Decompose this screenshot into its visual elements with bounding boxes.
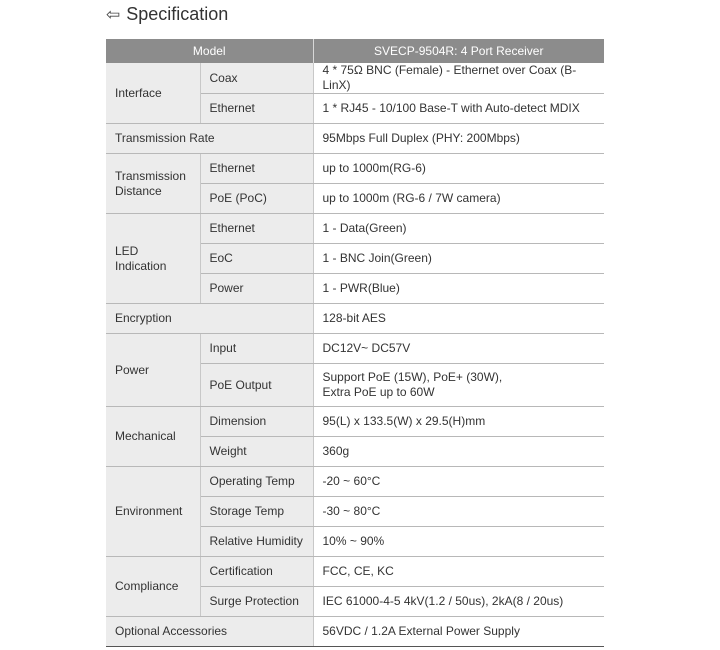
header-model-label: Model <box>106 39 313 63</box>
table-row <box>106 124 604 154</box>
spec-value: 95Mbps Full Duplex (PHY: 200Mbps) <box>313 124 604 154</box>
sub-label: Relative Humidity <box>200 527 313 557</box>
spec-value: IEC 61000-4-5 4kV(1.2 / 50us), 2kA(8 / 20us) <box>313 587 604 617</box>
sub-label: Dimension <box>200 407 313 437</box>
label-line: Transmission <box>115 168 186 183</box>
value-line: Extra PoE up to 60W <box>322 385 435 399</box>
spec-value: up to 1000m(RG-6) <box>313 154 604 184</box>
spec-value: 1 * RJ45 - 10/100 Base-T with Auto-detect MDIX <box>313 94 604 124</box>
spec-value <box>313 364 604 407</box>
spec-value: 4 * 75Ω BNC (Female) - Ethernet over Coax (B-LinX) <box>313 63 604 94</box>
group-label-interface: Interface <box>106 63 200 124</box>
group-label-environment: Environment <box>106 467 200 557</box>
spec-value: 128-bit AES <box>313 304 604 334</box>
sub-label: Ethernet <box>200 154 313 184</box>
table-row <box>106 557 604 587</box>
label-line: Distance <box>115 183 162 198</box>
spec-value: -20 ~ 60°C <box>313 467 604 497</box>
spec-value: 1 - BNC Join(Green) <box>313 244 604 274</box>
page-title <box>106 2 228 26</box>
sub-label: Coax <box>200 63 313 94</box>
sub-label: Ethernet <box>200 214 313 244</box>
table-row <box>106 617 604 647</box>
spec-value: 1 - PWR(Blue) <box>313 274 604 304</box>
table-row <box>106 407 604 437</box>
header-model-value: SVECP-9504R: 4 Port Receiver <box>313 39 604 63</box>
spec-value: up to 1000m (RG-6 / 7W camera) <box>313 184 604 214</box>
sub-label: Ethernet <box>200 94 313 124</box>
group-label-compliance: Compliance <box>106 557 200 617</box>
row-label-transmission-rate: Transmission Rate <box>106 124 313 154</box>
spec-value: 95(L) x 133.5(W) x 29.5(H)mm <box>313 407 604 437</box>
spec-value: 1 - Data(Green) <box>313 214 604 244</box>
group-label-power: Power <box>106 334 200 407</box>
spec-value: DC12V~ DC57V <box>313 334 604 364</box>
back-arrow-icon[interactable]: ⇦ <box>106 4 121 24</box>
group-label-transmission-distance <box>106 154 200 214</box>
sub-label: Operating Temp <box>200 467 313 497</box>
spec-value: 56VDC / 1.2A External Power Supply <box>313 617 604 647</box>
sub-label: Input <box>200 334 313 364</box>
table-row <box>106 63 604 94</box>
sub-label: PoE (PoC) <box>200 184 313 214</box>
table-row <box>106 154 604 184</box>
sub-label: Surge Protection <box>200 587 313 617</box>
row-label-encryption: Encryption <box>106 304 313 334</box>
sub-label: Certification <box>200 557 313 587</box>
header-row <box>106 39 604 63</box>
spec-table <box>106 39 604 647</box>
spec-value: 360g <box>313 437 604 467</box>
value-line: Support PoE (15W), PoE+ (30W), <box>322 370 503 384</box>
label-line: LED <box>115 243 139 258</box>
sub-label: PoE Output <box>200 364 313 407</box>
spec-value: 10% ~ 90% <box>313 527 604 557</box>
sub-label: EoC <box>200 244 313 274</box>
group-label-led <box>106 214 200 304</box>
spec-value: FCC, CE, KC <box>313 557 604 587</box>
spec-value: -30 ~ 80°C <box>313 497 604 527</box>
sub-label: Power <box>200 274 313 304</box>
group-label-mechanical: Mechanical <box>106 407 200 467</box>
title-text: Specification <box>126 3 229 24</box>
label-line: Indication <box>115 258 167 273</box>
table-row <box>106 467 604 497</box>
row-label-accessories: Optional Accessories <box>106 617 313 647</box>
table-row <box>106 334 604 364</box>
sub-label: Weight <box>200 437 313 467</box>
sub-label: Storage Temp <box>200 497 313 527</box>
table-row <box>106 214 604 244</box>
table-row <box>106 304 604 334</box>
